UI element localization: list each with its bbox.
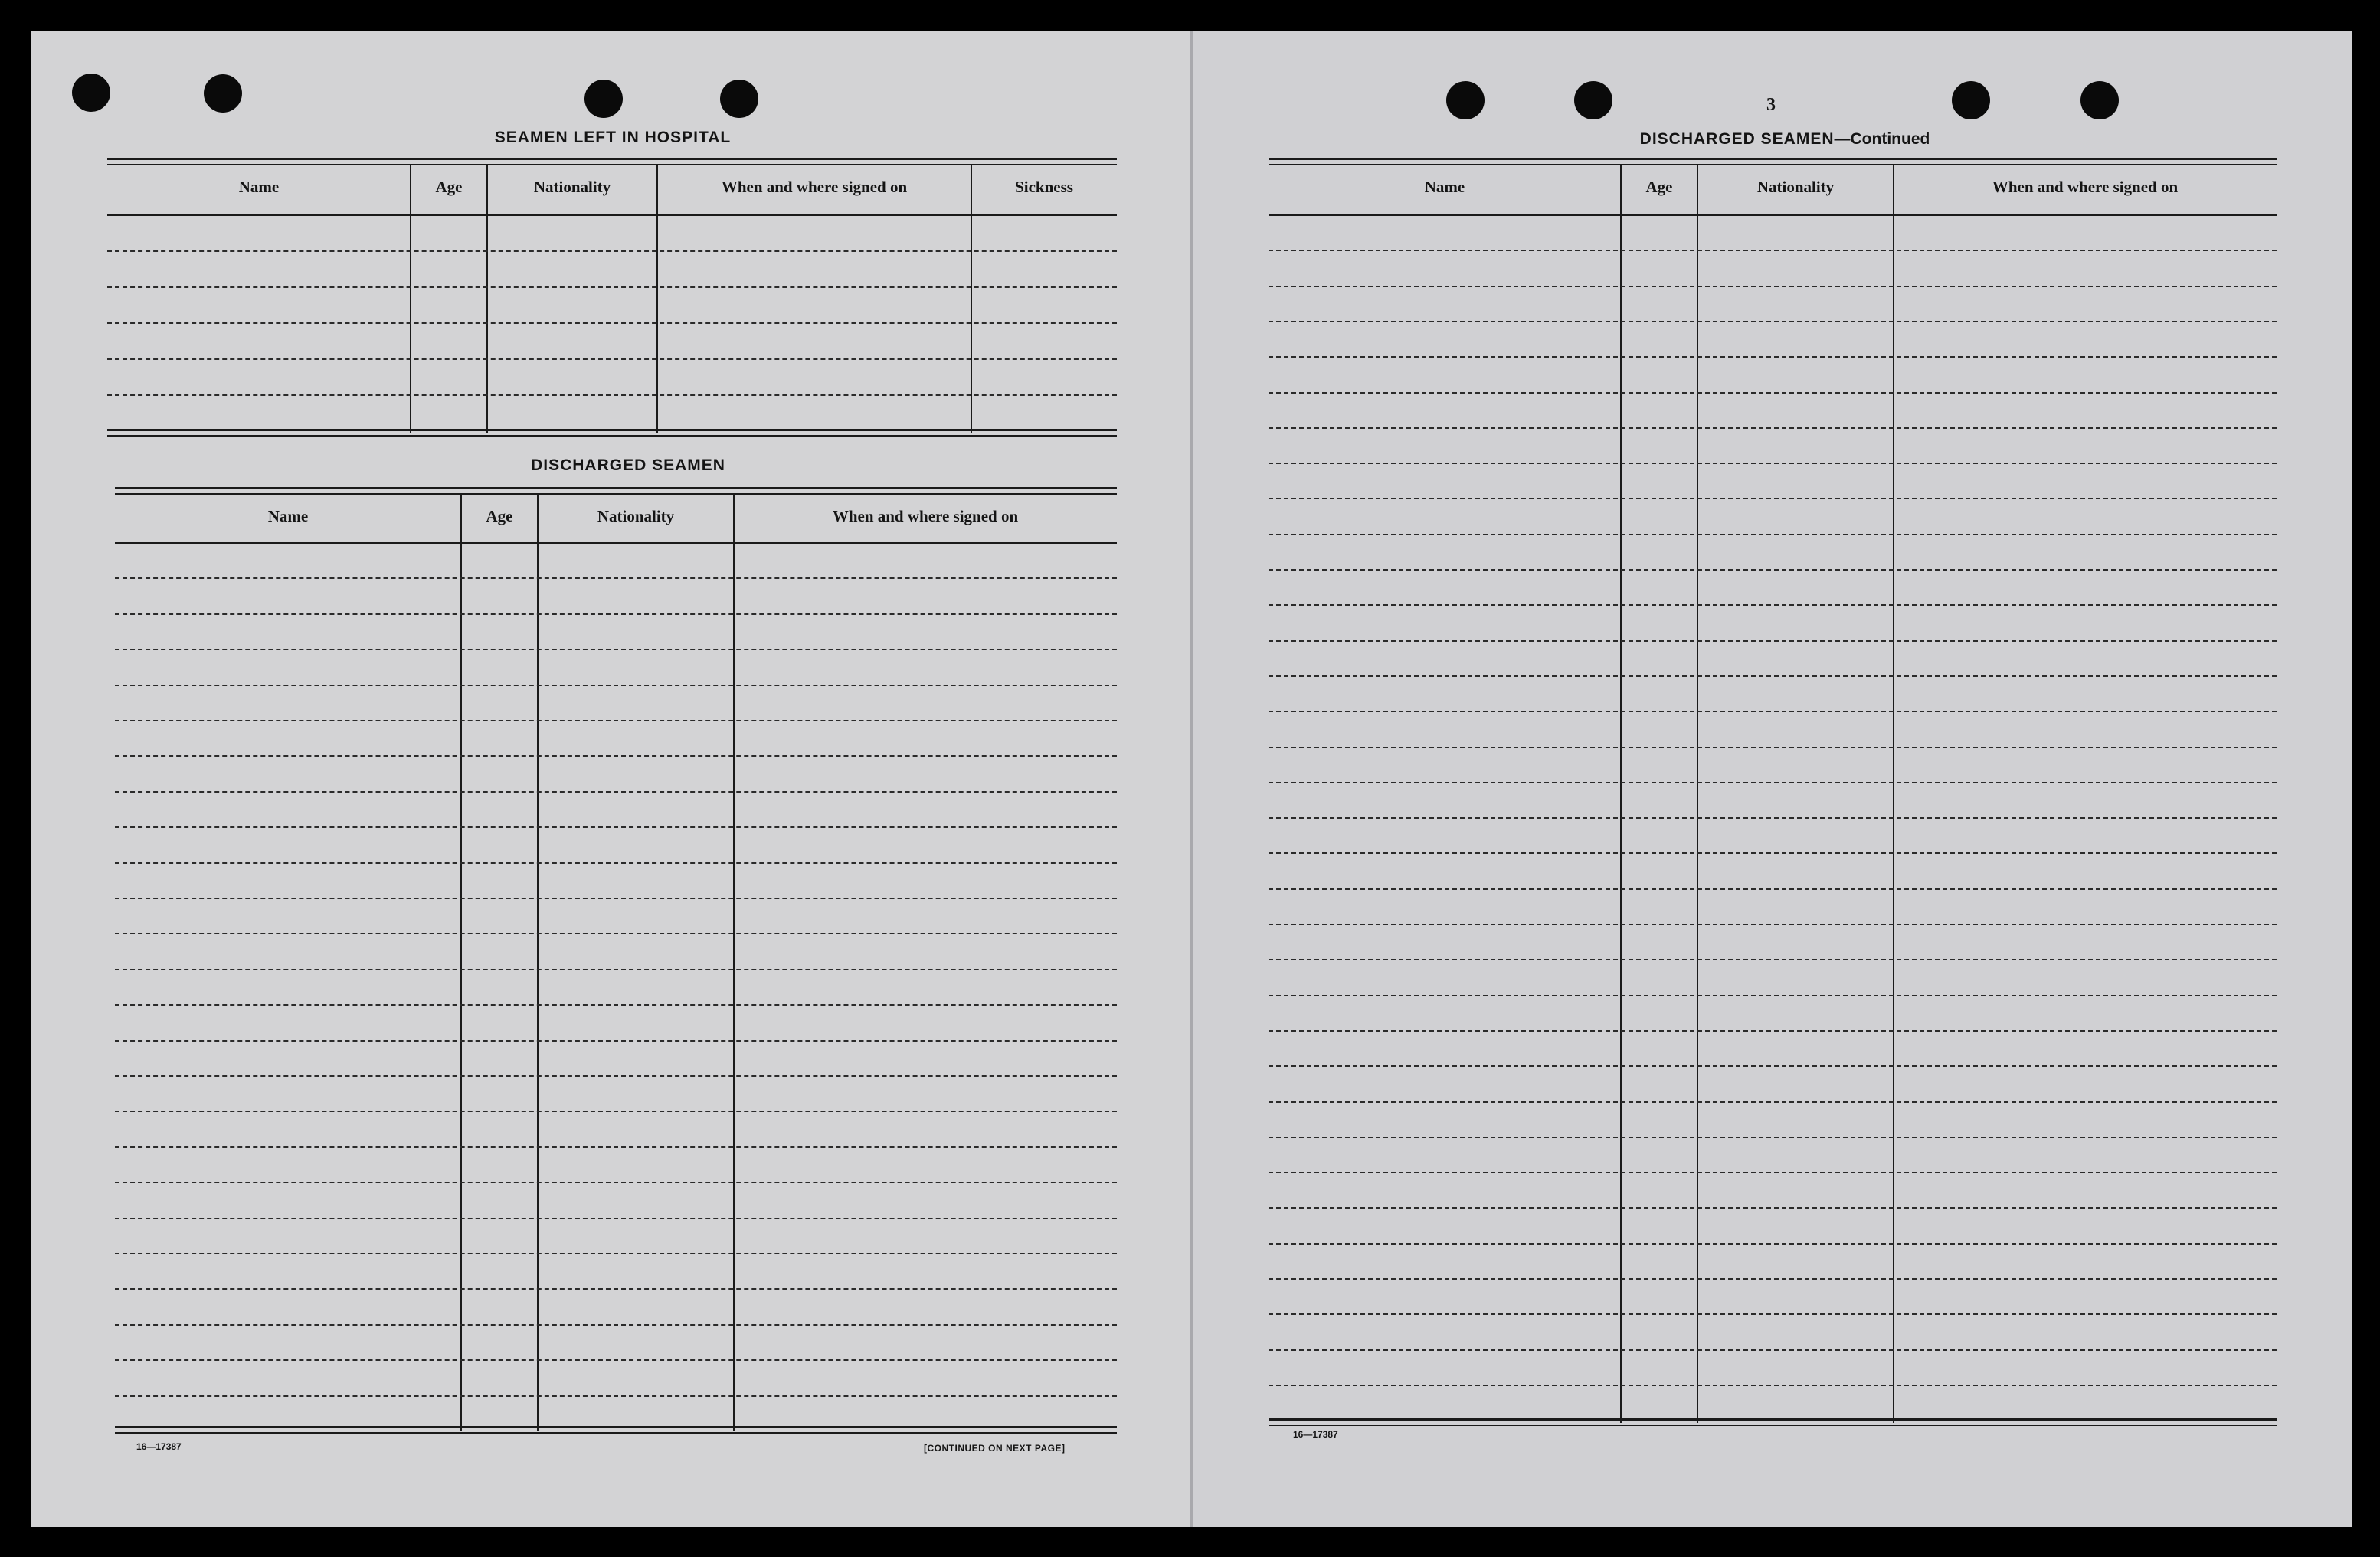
ledger-row-line <box>1269 888 2277 890</box>
ledger-row-line <box>1269 604 2277 606</box>
column-header-signed-on: When and where signed on <box>832 507 1019 525</box>
hospital-ledger <box>107 158 1117 433</box>
ledger-row-line <box>115 1288 1117 1290</box>
ledger-row-line <box>115 1395 1117 1397</box>
ledger-row-line <box>115 755 1117 757</box>
column-header-nationality: Nationality <box>533 178 611 196</box>
column-header-name: Name <box>1424 178 1465 196</box>
ledger-row-line <box>107 358 1117 360</box>
ledger-row-line <box>107 322 1117 324</box>
punch-hole <box>72 74 110 112</box>
ledger-row-line <box>1269 1278 2277 1280</box>
page-fold <box>1190 31 1193 1527</box>
ledger-row-line <box>1269 852 2277 854</box>
ledger-row-line <box>1269 1172 2277 1173</box>
ledger-row-line <box>115 791 1117 793</box>
ledger-row-line <box>1269 675 2277 677</box>
ledger-row-line <box>1269 1385 2277 1386</box>
column-header-age: Age <box>435 178 463 196</box>
ledger-row-line <box>1269 321 2277 322</box>
ledger-row-line <box>1269 924 2277 925</box>
ledger-row-line <box>115 898 1117 899</box>
continued-note: [CONTINUED ON NEXT PAGE] <box>924 1443 1066 1454</box>
ledger-row-line <box>115 826 1117 828</box>
ledger-row-line <box>115 933 1117 934</box>
ledger-row-line <box>115 1218 1117 1219</box>
column-header-signed-on: When and where signed on <box>1992 178 2179 196</box>
ledger-row-line <box>115 1253 1117 1254</box>
ledger-row-line <box>1269 534 2277 535</box>
ledger-row-line <box>1269 1065 2277 1067</box>
ledger-row-line <box>115 613 1117 615</box>
discharged-continued-title-suffix: —Continued <box>1834 130 1930 148</box>
ledger-row-line <box>1269 747 2277 748</box>
ledger-row-line <box>1269 1349 2277 1351</box>
discharged-section-title: DISCHARGED SEAMEN <box>531 456 725 474</box>
punch-hole <box>1952 81 1990 119</box>
column-header-signed-on: When and where signed on <box>721 178 908 196</box>
punch-hole <box>584 80 623 118</box>
column-header-name: Name <box>238 178 280 196</box>
ledger-row-line <box>1269 1313 2277 1315</box>
column-header-sickness: Sickness <box>1015 178 1073 196</box>
ledger-row-line <box>1269 1137 2277 1138</box>
discharged-ledger <box>115 487 1117 1431</box>
ledger-row-line <box>115 1111 1117 1112</box>
column-header-name: Name <box>267 507 309 525</box>
ledger-row-line <box>1269 817 2277 819</box>
discharged-continued-title-main: DISCHARGED SEAMEN <box>1639 130 1835 148</box>
hospital-section-title: SEAMEN LEFT IN HOSPITAL <box>494 129 732 146</box>
punch-hole <box>204 74 242 113</box>
punch-hole <box>2080 81 2119 119</box>
column-header-age: Age <box>1645 178 1673 196</box>
punch-hole <box>1446 81 1485 119</box>
ledger-row-line <box>1269 427 2277 429</box>
discharged-continued-ledger <box>1269 158 2277 1423</box>
ledger-row-line <box>1269 711 2277 712</box>
punch-hole <box>1574 81 1612 119</box>
ledger-row-line <box>1269 569 2277 571</box>
ledger-row-line <box>115 862 1117 864</box>
form-number: 16—17387 <box>1293 1429 1338 1440</box>
column-header-age: Age <box>486 507 513 525</box>
ledger-row-line <box>115 685 1117 686</box>
column-header-nationality: Nationality <box>597 507 675 525</box>
ledger-row-line <box>115 1075 1117 1077</box>
ledger-row-line <box>1269 640 2277 642</box>
ledger-row-line <box>1269 392 2277 394</box>
ledger-row-line <box>1269 959 2277 960</box>
ledger-row-line <box>1269 1101 2277 1103</box>
ledger-row-line <box>1269 1207 2277 1209</box>
ledger-row-line <box>115 1324 1117 1326</box>
ledger-row-line <box>1269 250 2277 251</box>
ledger-row-line <box>1269 498 2277 499</box>
ledger-row-line <box>115 1359 1117 1361</box>
ledger-row-line <box>115 1004 1117 1006</box>
ledger-row-line <box>115 1040 1117 1042</box>
ledger-row-line <box>107 394 1117 396</box>
ledger-row-line <box>115 649 1117 650</box>
page-number: 3 <box>1766 95 1776 115</box>
ledger-row-line <box>1269 995 2277 996</box>
ledger-row-line <box>1269 356 2277 358</box>
ledger-row-line <box>1269 1030 2277 1032</box>
ledger-row-line <box>115 577 1117 579</box>
ledger-row-line <box>1269 463 2277 464</box>
punch-hole <box>720 80 758 118</box>
ledger-row-line <box>1269 782 2277 783</box>
ledger-row-line <box>115 969 1117 970</box>
form-number: 16—17387 <box>136 1441 182 1452</box>
ledger-row-line <box>107 250 1117 252</box>
ledger-row-line <box>115 1182 1117 1183</box>
column-header-nationality: Nationality <box>1756 178 1835 196</box>
discharged-continued-title <box>1578 130 1992 149</box>
ledger-row-line <box>1269 286 2277 287</box>
ledger-row-line <box>115 720 1117 721</box>
ledger-row-line <box>115 1146 1117 1148</box>
ledger-row-line <box>1269 1243 2277 1245</box>
ledger-row-line <box>107 286 1117 288</box>
